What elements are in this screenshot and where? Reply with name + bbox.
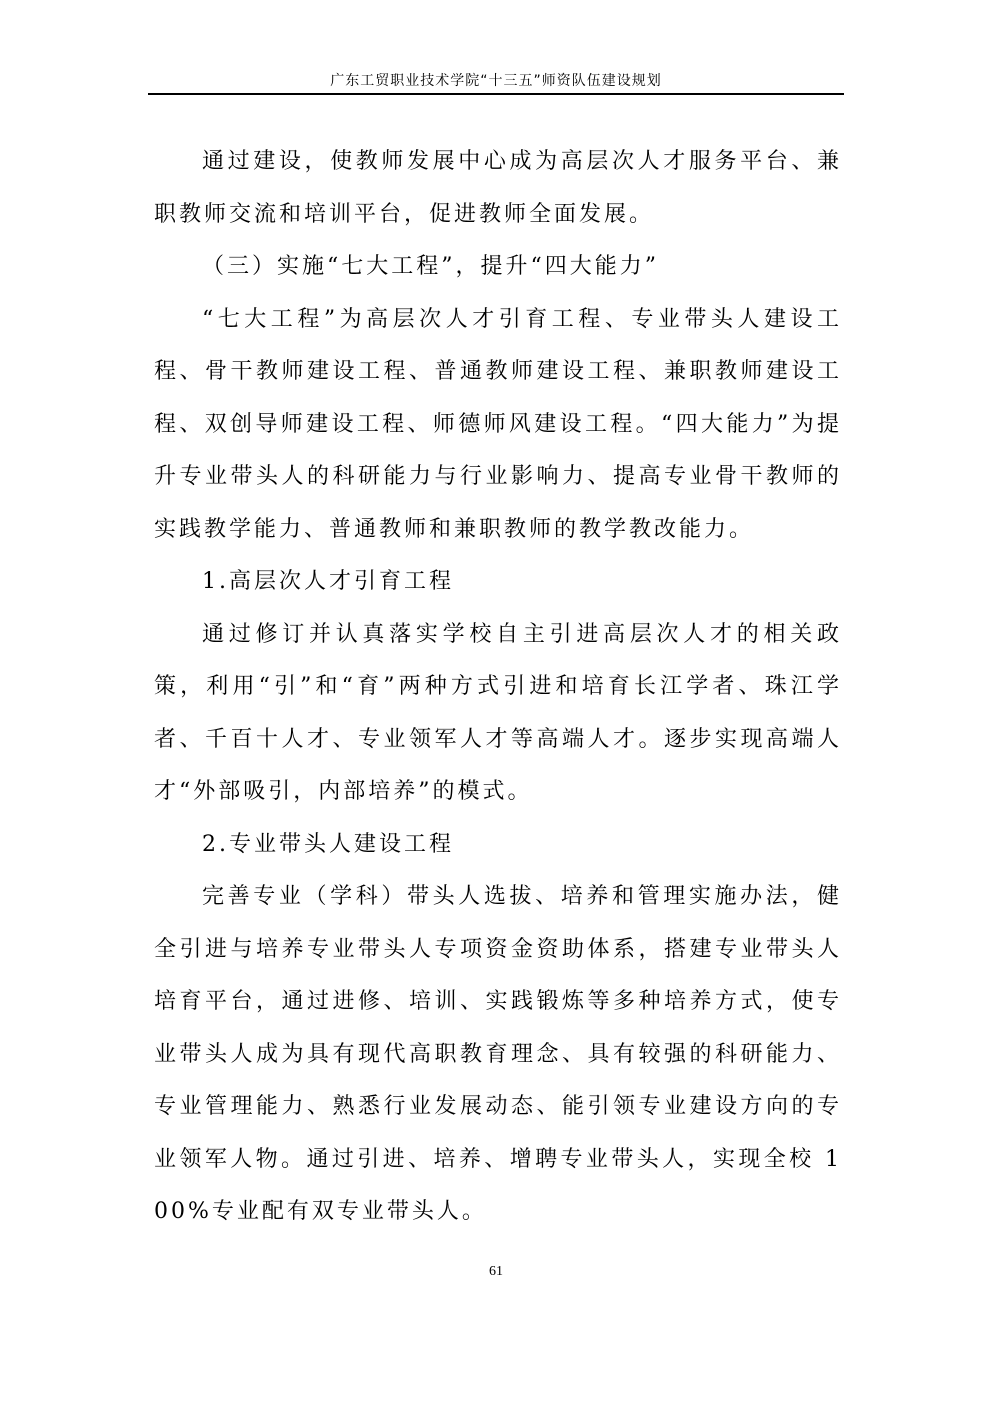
paragraph-seven-projects: “七大工程”为高层次人才引育工程、专业带头人建设工程、骨干教师建设工程、普通教师建设工程、兼职教师建设工程、双创导师建设工程、师德师风建设工程。“四大能力”为提升专业带头人的科研能力与行业影响力、提高专业骨干教师的实践教学能力、普通教师和兼职教师的教学教改能力。 [154,306,842,542]
running-header: 广东工贸职业技术学院“十三五”师资队伍建设规划 [330,73,662,89]
header-divider [148,93,844,95]
section-heading-3: （三）实施“七大工程”，提升“四大能力” [202,254,659,279]
subheading-1: 1.高层次人才引育工程 [202,569,454,594]
subheading-2: 2.专业带头人建设工程 [202,831,454,857]
page-number: 61 [489,1264,503,1279]
paragraph-discipline-leader: 完善专业（学科）带头人选拔、培养和管理实施办法，健全引进与培养专业带头人专项资金资助体系，搭建专业带头人培育平台，通过进修、培训、实践锻炼等多种培养方式，使专业带头人成为具有现代高职教育理念、具有较强的科研能力、专业管理能力、熟悉行业发展动态、能引领专业建设方向的专业领军人物。通过引进、培养、增聘专业带头人，实现全校 100%专业配有双专业带头人。 [154,884,842,1224]
document-body [154,136,842,1239]
paragraph-intro: 通过建设，使教师发展中心成为高层次人才服务平台、兼职教师交流和培训平台，促进教师全面发展。 [154,149,842,227]
paragraph-talent-introduction: 通过修订并认真落实学校自主引进高层次人才的相关政策，利用“引”和“育”两种方式引进和培育长江学者、珠江学者、千百十人才、专业领军人才等高端人才。逐步实现高端人才“外部吸引，内部培养”的模式。 [154,621,842,804]
